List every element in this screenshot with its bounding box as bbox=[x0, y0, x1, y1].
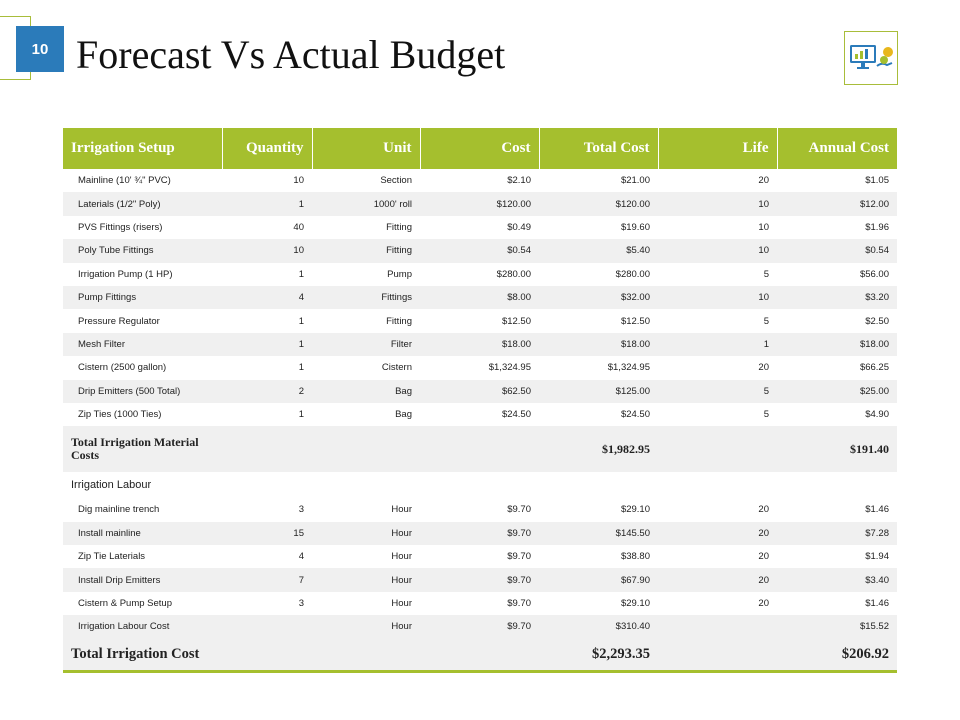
table-cell: $2.50 bbox=[865, 315, 889, 327]
table-cell: 5 bbox=[763, 268, 769, 280]
table-cell: $18.00 bbox=[420, 333, 539, 356]
table-cell: 40 bbox=[293, 221, 304, 233]
table-cell: 1 bbox=[658, 333, 777, 356]
table-cell: $125.00 bbox=[539, 380, 658, 403]
table-cell: Hour bbox=[312, 568, 420, 591]
table-cell: 5 bbox=[763, 409, 769, 421]
table-cell: Bag bbox=[312, 380, 420, 403]
table-row bbox=[63, 216, 897, 239]
table-cell: Hour bbox=[312, 615, 420, 638]
table-cell: $7.28 bbox=[777, 522, 897, 545]
table-cell: $2.10 bbox=[507, 175, 531, 187]
table-cell: $0.54 bbox=[777, 239, 897, 262]
table-cell: 10 bbox=[658, 239, 777, 262]
table-cell: Zip Ties (1000 Ties) bbox=[78, 409, 162, 421]
table-cell: 4 bbox=[298, 551, 304, 563]
labour-section-row bbox=[63, 472, 897, 498]
table-cell: 20 bbox=[758, 598, 769, 610]
table-header-row bbox=[63, 127, 897, 169]
material-total-row bbox=[63, 426, 897, 472]
table-body bbox=[63, 169, 897, 671]
table-cell: $9.70 bbox=[507, 551, 531, 563]
slide-number-badge: 10 bbox=[16, 26, 64, 72]
table-cell: $1,324.95 bbox=[607, 362, 650, 374]
table-cell: $24.50 bbox=[620, 409, 650, 421]
table-cell: $191.40 bbox=[777, 426, 897, 472]
table-cell: Total Irrigation Cost bbox=[63, 639, 222, 672]
table-cell bbox=[312, 639, 420, 672]
table-cell: $9.70 bbox=[420, 615, 539, 638]
section-label: Irrigation Labour bbox=[71, 479, 152, 492]
table-cell: $12.50 bbox=[620, 315, 650, 327]
table-cell: Cistern (2500 gallon) bbox=[78, 362, 167, 374]
table-cell: Total Irrigation Material Costs bbox=[63, 426, 222, 472]
table-cell: $66.25 bbox=[859, 362, 889, 374]
table-cell: 20 bbox=[758, 362, 769, 374]
table-cell: $1.94 bbox=[865, 551, 889, 563]
table-cell: Pump bbox=[387, 268, 412, 280]
table-row bbox=[63, 169, 897, 192]
table-cell: $3.40 bbox=[777, 568, 897, 591]
table-row bbox=[63, 380, 897, 403]
table-cell: Poly Tube Fittings bbox=[63, 239, 222, 262]
table-cell bbox=[420, 426, 539, 472]
table-cell: 1000' roll bbox=[312, 192, 420, 215]
table-cell: 3 bbox=[298, 598, 304, 610]
table-cell: 10 bbox=[658, 192, 777, 215]
table-cell: $24.50 bbox=[501, 409, 531, 421]
column-header: Annual Cost bbox=[777, 127, 897, 169]
table-cell: $9.70 bbox=[507, 598, 531, 610]
column-header: Quantity bbox=[222, 127, 312, 169]
table-cell: $310.40 bbox=[539, 615, 658, 638]
table-cell: 10 bbox=[293, 175, 304, 187]
table-cell: 1 bbox=[298, 268, 304, 280]
column-header: Irrigation Setup bbox=[63, 127, 222, 169]
table-cell: $15.52 bbox=[777, 615, 897, 638]
table-cell: $1,324.95 bbox=[488, 362, 531, 374]
table-header bbox=[63, 127, 897, 169]
column-header: Total Cost bbox=[539, 127, 658, 169]
table-cell: 5 bbox=[763, 315, 769, 327]
table-cell: 1 bbox=[222, 333, 312, 356]
table-cell: Drip Emitters (500 Total) bbox=[63, 380, 222, 403]
table-cell: Irrigation Labour Cost bbox=[63, 615, 222, 638]
table-cell: Hour bbox=[391, 598, 412, 610]
table-cell: $1.05 bbox=[865, 175, 889, 187]
table-row bbox=[63, 192, 897, 215]
table-cell: $29.10 bbox=[620, 504, 650, 516]
table-cell: $19.60 bbox=[620, 221, 650, 233]
table-row bbox=[63, 333, 897, 356]
table-cell: Fitting bbox=[386, 315, 412, 327]
monitor-chart-coins-icon bbox=[848, 40, 896, 76]
table-cell: $38.80 bbox=[620, 551, 650, 563]
table-cell: $32.00 bbox=[539, 286, 658, 309]
table-row bbox=[63, 356, 897, 379]
table-cell: $18.00 bbox=[777, 333, 897, 356]
table-cell: Fittings bbox=[312, 286, 420, 309]
table-cell: PVS Fittings (risers) bbox=[78, 221, 163, 233]
table-row bbox=[63, 592, 897, 615]
table-cell: 4 bbox=[222, 286, 312, 309]
table-cell: Dig mainline trench bbox=[78, 504, 160, 516]
table-cell: Install mainline bbox=[63, 522, 222, 545]
table-cell: $5.40 bbox=[539, 239, 658, 262]
table-row bbox=[63, 239, 897, 262]
column-header: Life bbox=[658, 127, 777, 169]
table-cell: 1 bbox=[222, 192, 312, 215]
table-cell: 20 bbox=[758, 504, 769, 516]
table-cell: $0.49 bbox=[507, 221, 531, 233]
table-cell bbox=[222, 615, 312, 638]
table-cell bbox=[420, 639, 539, 672]
table-cell: 3 bbox=[298, 504, 304, 516]
table-cell bbox=[222, 639, 312, 672]
table-row bbox=[63, 545, 897, 568]
table-cell: $280.00 bbox=[615, 268, 650, 280]
table-cell bbox=[222, 426, 312, 472]
table-cell: Mainline (10' ¾" PVC) bbox=[78, 175, 171, 187]
table-row bbox=[63, 615, 897, 638]
table-row bbox=[63, 309, 897, 332]
page-title: Forecast Vs Actual Budget bbox=[76, 32, 506, 77]
table-cell: $29.10 bbox=[620, 598, 650, 610]
table-row bbox=[63, 568, 897, 591]
table-cell: $9.70 bbox=[420, 522, 539, 545]
table-cell: Bag bbox=[395, 409, 412, 421]
table-cell: $62.50 bbox=[420, 380, 539, 403]
table-cell: Zip Tie Laterials bbox=[78, 551, 146, 563]
table-cell: Laterials (1/2" Poly) bbox=[63, 192, 222, 215]
table-cell: $12.00 bbox=[777, 192, 897, 215]
table-cell: Mesh Filter bbox=[63, 333, 222, 356]
table-cell: $9.70 bbox=[420, 568, 539, 591]
table-cell: Cistern & Pump Setup bbox=[78, 598, 172, 610]
table-cell: Hour bbox=[391, 504, 412, 516]
table-cell: Irrigation Pump (1 HP) bbox=[78, 268, 173, 280]
table-cell: 20 bbox=[658, 522, 777, 545]
table-cell: 10 bbox=[222, 239, 312, 262]
table-cell: $120.00 bbox=[420, 192, 539, 215]
table-cell: Pump Fittings bbox=[63, 286, 222, 309]
table-row bbox=[63, 263, 897, 286]
table-cell: $21.00 bbox=[620, 175, 650, 187]
table-cell bbox=[658, 639, 777, 672]
table-cell: $120.00 bbox=[539, 192, 658, 215]
table-cell bbox=[312, 426, 420, 472]
table-cell: Pressure Regulator bbox=[78, 315, 160, 327]
table-cell: Cistern bbox=[381, 362, 412, 374]
table-cell: 10 bbox=[658, 286, 777, 309]
column-header: Cost bbox=[420, 127, 539, 169]
table-cell: $280.00 bbox=[496, 268, 531, 280]
table-cell: $25.00 bbox=[777, 380, 897, 403]
table-cell: Hour bbox=[312, 522, 420, 545]
table-row bbox=[63, 522, 897, 545]
table-cell: 15 bbox=[222, 522, 312, 545]
table-row bbox=[63, 498, 897, 521]
table-cell: $1,982.95 bbox=[539, 426, 658, 472]
table-cell: $1.96 bbox=[865, 221, 889, 233]
table-cell: $0.54 bbox=[420, 239, 539, 262]
table-cell: $1.46 bbox=[865, 598, 889, 610]
budget-table bbox=[63, 126, 897, 673]
table-cell: 20 bbox=[758, 551, 769, 563]
table-cell: $18.00 bbox=[539, 333, 658, 356]
table-cell: $1.46 bbox=[865, 504, 889, 516]
table-cell: $67.90 bbox=[539, 568, 658, 591]
table-cell: $56.00 bbox=[859, 268, 889, 280]
table-cell: 1 bbox=[298, 315, 304, 327]
table-cell: 10 bbox=[758, 221, 769, 233]
column-header: Unit bbox=[312, 127, 420, 169]
table-cell: Fitting bbox=[386, 221, 412, 233]
table-cell: 20 bbox=[658, 568, 777, 591]
table-row bbox=[63, 286, 897, 309]
table-cell: $9.70 bbox=[507, 504, 531, 516]
table-cell: 1 bbox=[298, 362, 304, 374]
table-cell: 5 bbox=[658, 380, 777, 403]
table-cell: Fitting bbox=[312, 239, 420, 262]
table-cell: 1 bbox=[298, 409, 304, 421]
table-cell: $8.00 bbox=[420, 286, 539, 309]
table-cell: $145.50 bbox=[539, 522, 658, 545]
table-cell bbox=[658, 426, 777, 472]
table-cell: Hour bbox=[391, 551, 412, 563]
table-cell: 2 bbox=[222, 380, 312, 403]
table-cell: 7 bbox=[222, 568, 312, 591]
table-cell: $12.50 bbox=[501, 315, 531, 327]
table-cell: $206.92 bbox=[777, 639, 897, 672]
table-cell: $4.90 bbox=[865, 409, 889, 421]
table-cell: $3.20 bbox=[777, 286, 897, 309]
table-cell: 20 bbox=[758, 175, 769, 187]
grand-total-row bbox=[63, 639, 897, 672]
table-cell: $2,293.35 bbox=[539, 639, 658, 672]
table-cell: Filter bbox=[312, 333, 420, 356]
table-row bbox=[63, 403, 897, 426]
logo-box bbox=[844, 31, 898, 85]
table-cell: Install Drip Emitters bbox=[63, 568, 222, 591]
table-cell: Section bbox=[380, 175, 412, 187]
table-cell bbox=[658, 615, 777, 638]
